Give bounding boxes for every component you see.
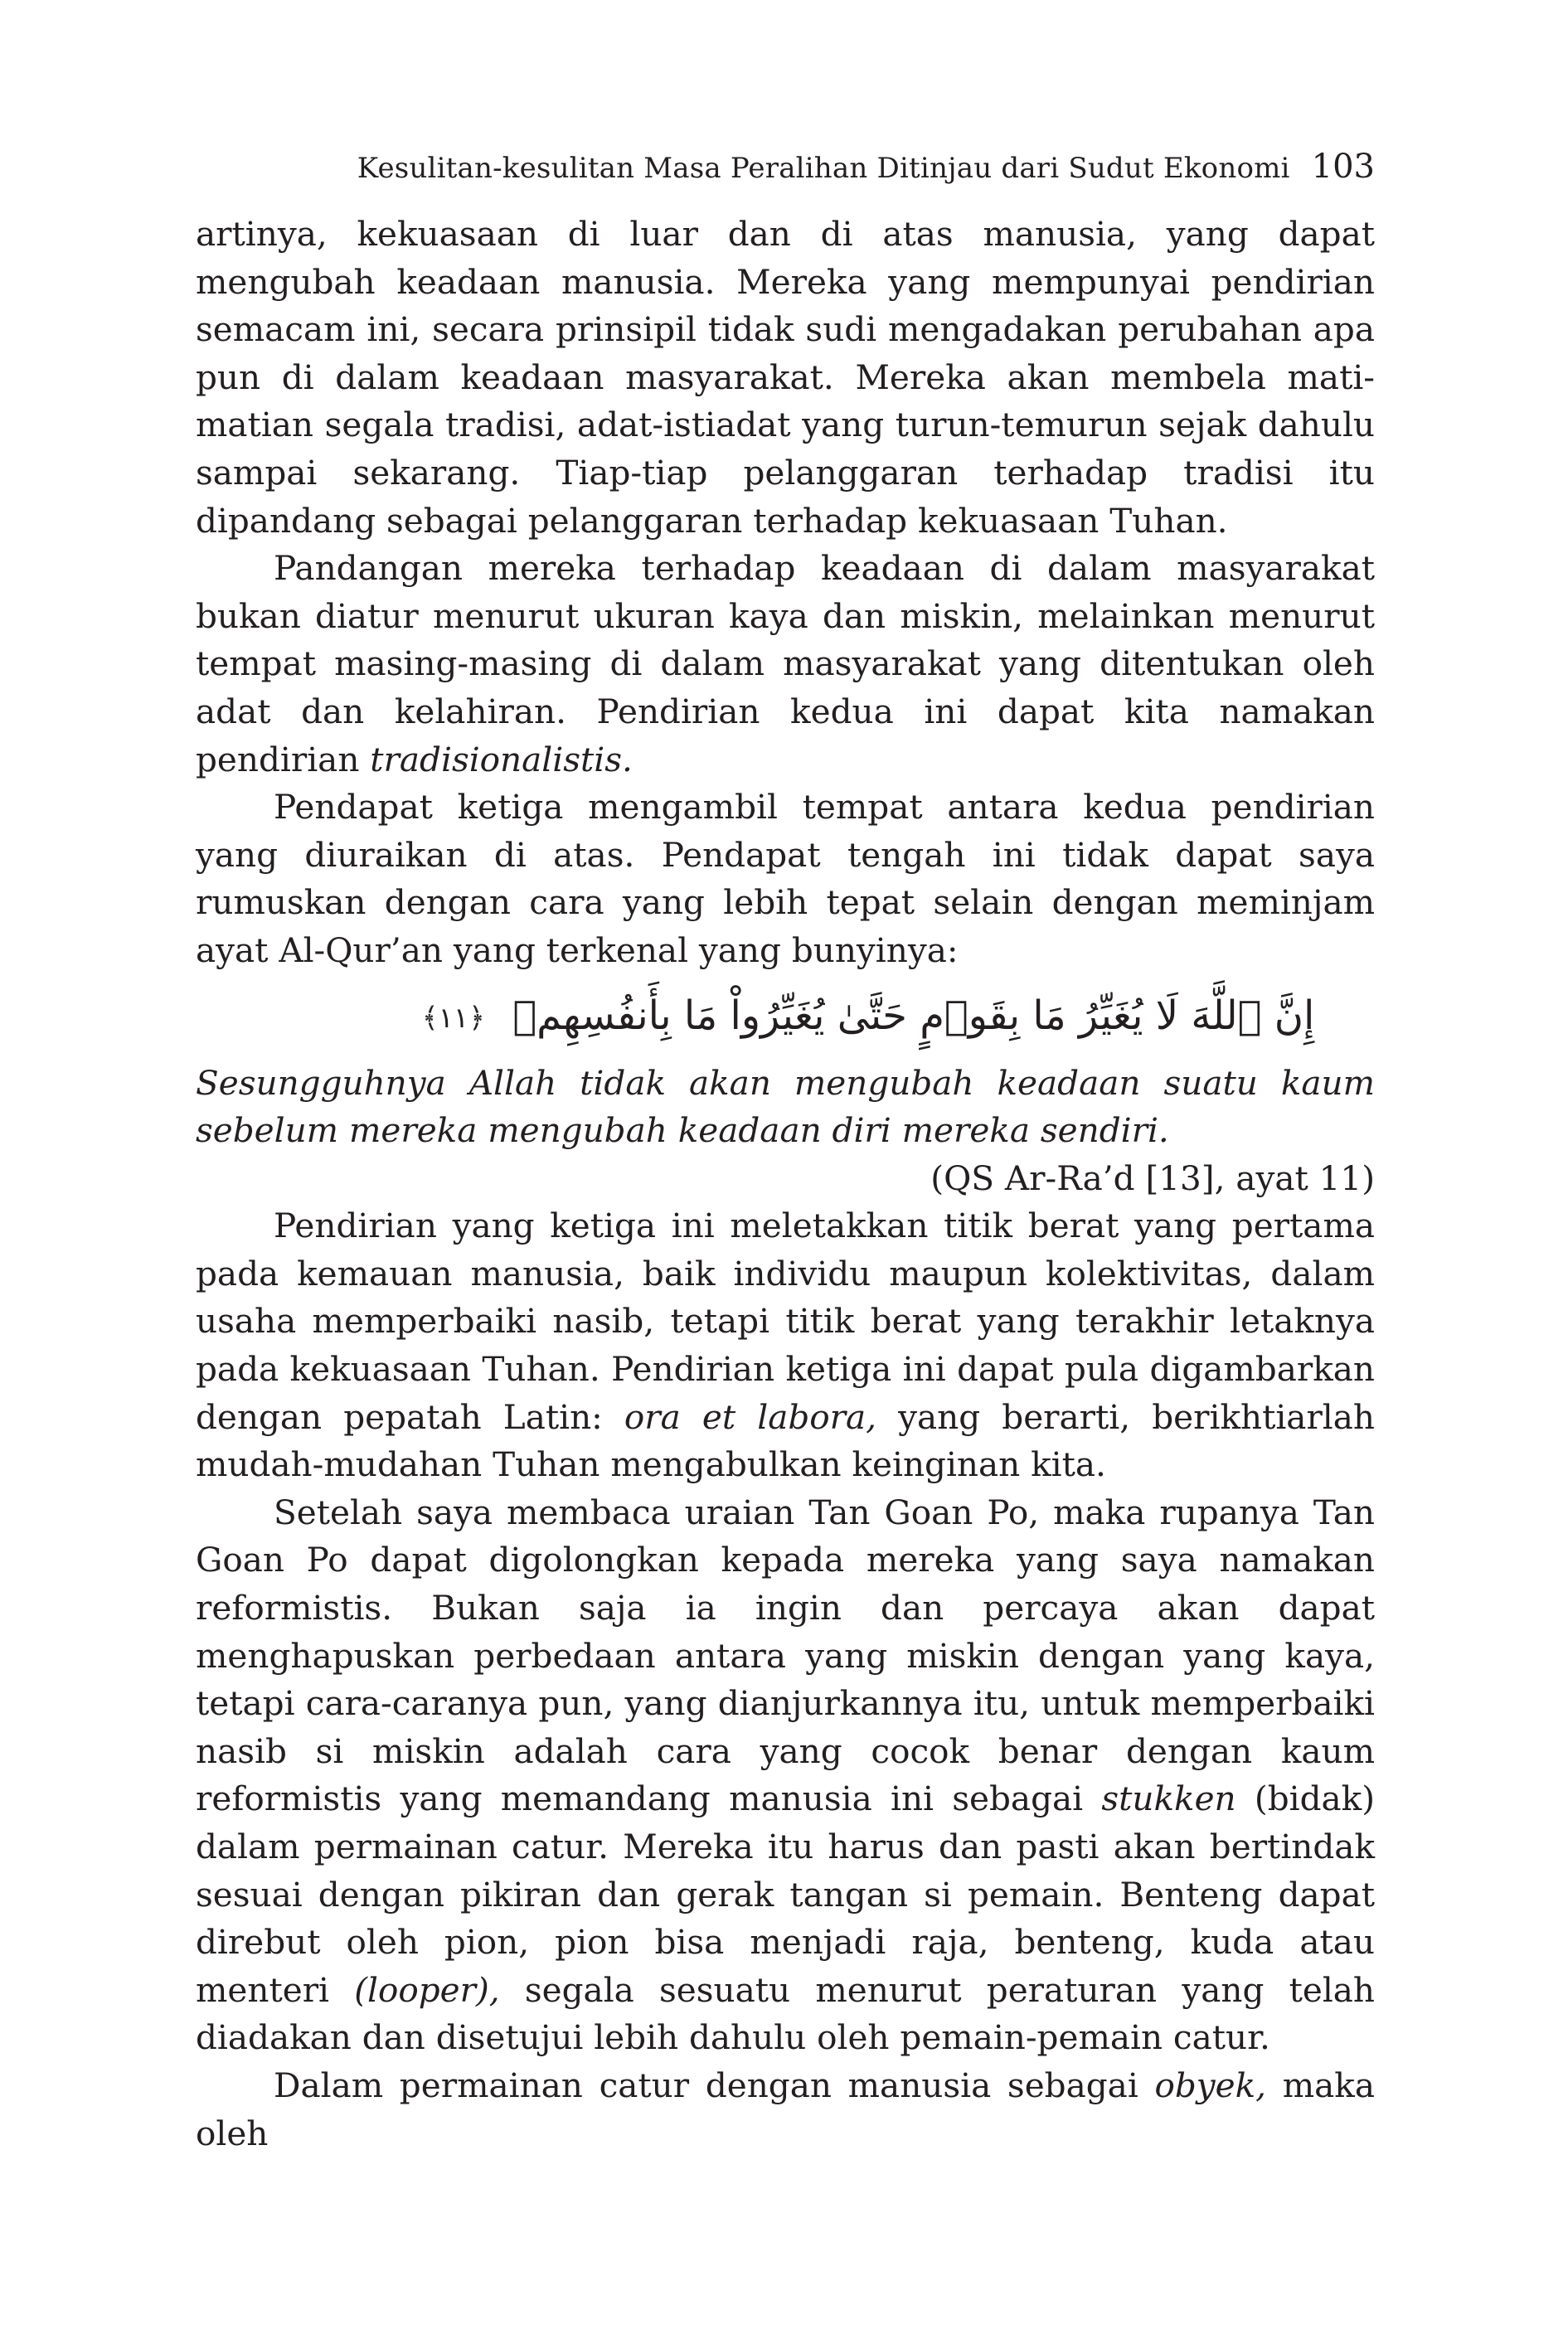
page-number: 103 <box>1311 148 1375 186</box>
body-text <box>196 211 1375 2157</box>
paragraph-6-text-a: Dalam permainan catur dengan manusia sebagai <box>274 2065 1155 2105</box>
paragraph-1 <box>196 211 1375 545</box>
paragraph-5-text-c: segala sesuatu menurut peraturan yang telah diadakan dan disetujui lebih dahulu oleh pemain-pemain catur. <box>196 1969 1375 2058</box>
paragraph-2 <box>196 545 1375 784</box>
arabic-verse <box>196 978 1375 1053</box>
paragraph-4-text-a: Pendirian yang ketiga ini meletakkan titik berat yang pertama pada kemauan manusia, baik individu maupun kolektivitas, dalam usaha memperbaiki nasib, tetapi titik berat yang terakhir letaknya pada kekuasaan Tuhan. Pendirian ketiga ini dapat pula digambarkan dengan pepatah Latin: <box>196 1206 1375 1437</box>
paragraph-2-text: Pandangan mereka terhadap keadaan di dalam masyarakat bukan diatur menurut ukuran kaya dan miskin, melainkan menurut tempat masing-masing di dalam masyarakat yang ditentukan oleh adat dan kelahiran. Pendirian kedua ini dapat kita namakan pendirian <box>196 548 1375 779</box>
paragraph-6 <box>196 2062 1375 2157</box>
paragraph-6-emphasis: obyek, <box>1154 2065 1267 2105</box>
running-head <box>196 148 1375 197</box>
paragraph-3 <box>196 784 1375 974</box>
paragraph-2-emphasis: tradisionalistis. <box>370 739 633 779</box>
paragraph-5-text-b: (bidak) dalam permainan catur. Mereka itu harus dan pasti akan bertindak sesuai dengan pikiran dan gerak tangan si pemain. Benteng dapat direbut oleh pion, pion bisa menjadi raja, benteng, kuda atau menteri <box>196 1779 1375 2010</box>
arabic-verse-text: إِنَّ ٱللَّهَ لَا يُغَيِّرُ مَا بِقَوۡمٍ حَتَّىٰ يُغَيِّرُواْ مَا بِأَنفُسِهِمۡ <box>512 992 1315 1039</box>
paragraph-4 <box>196 1202 1375 1489</box>
paragraph-3-text: Pendapat ketiga mengambil tempat antara kedua pendirian yang diuraikan di atas. Pendapat tengah ini tidak dapat saya rumuskan dengan cara yang lebih tepat selain dengan meminjam ayat Al-Qur’an yang terkenal yang bunyinya: <box>196 787 1375 970</box>
verse-citation: (QS Ar-Ra’d [13], ayat 11) <box>930 1158 1375 1198</box>
ayah-number-marker: ﴿١١﴾ <box>421 1001 486 1035</box>
paragraph-1-text: artinya, kekuasaan di luar dan di atas manusia, yang dapat mengubah keadaan manusia. Mereka yang mempunyai pendirian semacam ini, secara prinsipil tidak sudi mengadakan perubahan apa pun di dalam keadaan masyarakat. Mereka akan membela mati-matian segala tradisi, adat-istiadat yang turun-temurun sejak dahulu sampai sekarang. Tiap-tiap pelanggaran terhadap tradisi itu dipandang sebagai pelanggaran terhadap kekuasaan Tuhan. <box>196 214 1375 541</box>
paragraph-4-text-b: yang berarti, berikhtiarlah mudah-mudahan Tuhan mengabulkan keinginan kita. <box>196 1396 1375 1485</box>
paragraph-4-emphasis: ora et labora, <box>624 1396 877 1437</box>
paragraph-5-emphasis-1: stukken <box>1101 1779 1236 1819</box>
paragraph-6-text-b: maka oleh <box>196 2065 1375 2153</box>
paragraph-5-text-a: Setelah saya membaca uraian Tan Goan Po, maka rupanya Tan Goan Po dapat digolongkan kepada mereka yang saya namakan reformistis. Bukan saja ia ingin dan percaya akan dapat menghapuskan perbedaan antara yang miskin dengan yang kaya, tetapi cara-caranya pun, yang dianjurkannya itu, untuk memperbaiki nasib si miskin adalah cara yang cocok benar dengan kaum reformistis yang memandang manusia ini sebagai <box>196 1492 1375 1819</box>
paragraph-5-emphasis-2: (looper), <box>354 1969 500 2010</box>
verse-translation: Sesungguhnya Allah tidak akan mengubah keadaan suatu kaum sebelum mereka mengubah keadaan diri mereka sendiri. <box>196 1062 1375 1151</box>
paragraph-5 <box>196 1489 1375 2062</box>
running-title: Kesulitan-kesulitan Masa Peralihan Ditinjau dari Sudut Ekonomi <box>357 152 1290 185</box>
